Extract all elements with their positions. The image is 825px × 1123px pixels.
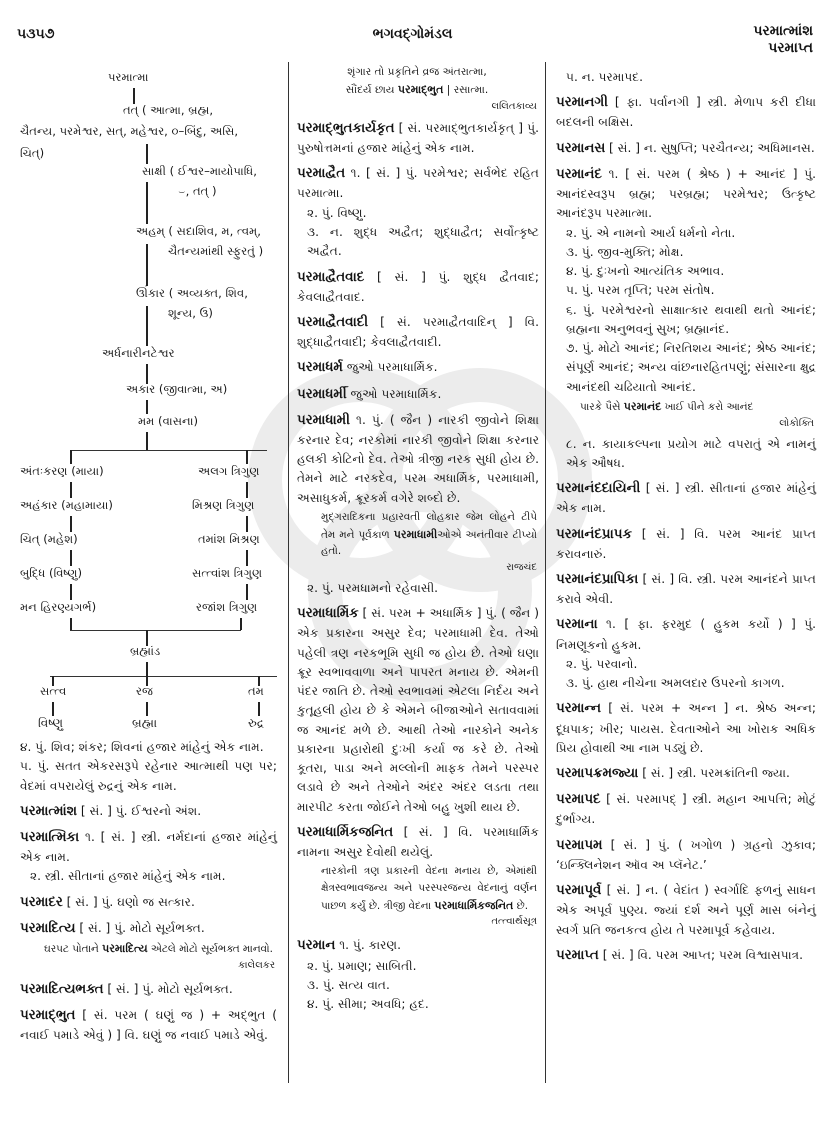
paramatma-tree-diagram [20,62,277,702]
headword: પરમાદિત્યભક્ત [20,981,104,997]
citation-source: લોકોક્તિ [779,417,814,429]
citation-source: રાજચંદ [506,561,537,573]
dictionary-entry [297,384,539,405]
definition: [ સં. ] પું. શુદ્ધ દ્વૈતવાદ; કેવલાદ્વૈતવાદ. [297,269,540,304]
guide-word-first: પરમાત્માંશ [753,23,813,39]
citation-quote: મુદ્ગરાદિકના પ્રહારવતી લોહકાર જેમ લોહને ટીપે તેમ મને પૂર્વકાળ પરમાધામીઓએ અનંતીવાર ટીપ્યો હતો. રાજચંદ [297,509,539,576]
headword: પરમાનગી [556,95,608,111]
tree-right-branch-5: રજાંશ ત્રિગુણ [196,600,258,614]
definition: [ સં. ] સ્ત્રી. સીતાનાં હજાર માંહેનું એક નામ. [556,481,817,516]
tree-guna-tam: તમ [248,684,264,698]
headword: પરમાદ્વૈત [297,166,346,182]
headword: પરમાધર્મી [297,386,347,402]
headword: પરમાત્મિકા [20,829,80,845]
book-title: ભગવદ્ગોમંડલ [372,26,453,42]
definition: ૧. [ સં. ] સ્ત્રી. નર્મદાનાં હજાર માંહેનું એક નામ. [20,829,278,865]
sense-continuation: ૫. ન. પરમાપદ. [566,70,643,84]
definition: [ સં. ] સ્ત્રી. પરમક્રાંતિની જ્યા. [642,766,790,781]
headword: પરમાન [297,938,336,954]
definition: [ સં. પરમાપદ્ ] સ્ત્રી. મહાન આપત્તિ; મોટું દુર્ભાગ્ય. [556,792,816,827]
headword: પરમાદ્ભુત [20,1007,76,1023]
dictionary-entry [297,312,539,352]
sense-line: ૨. સ્ત્રી. સીતાનાં હજાર માંહેનું એક નામ. [30,869,226,884]
definition: [ સં. ] વિ. પરમ આપ્ત; પરમ વિશ્વાસપાત્ર. [602,947,804,962]
headword: પરમાદ્વૈતવાદી [297,314,369,330]
tree-node-sakshi-cont: ⌣, તત્ ) [178,184,217,198]
headword: પરમાનંદપ્રાપિકા [556,572,639,588]
tree-node-sakshi: સાક્ષી ( ઈશ્વર–માયોપાધિ, [142,164,257,178]
guide-word-last: પરમાપ્ત [768,39,813,56]
headword: પરમાદિત્ય [20,920,76,936]
sense-line: ૩. પું. હાથ નીચેના અમલદાર ઉપરનો કાગળ. [566,676,785,691]
sense-line: ૫. પું. સતત એકરસરૂપે રહેનાર આત્માથી પણ પર; વેદમાં વપરાયેલું રુદ્રનું એક નામ. [20,759,277,793]
dictionary-entry [20,918,277,974]
tree-node-mam: મમ (વાસના) [138,414,199,428]
citation-quote: પારકે પૈસે પરમાનંદ ખાઈ પીને કરો આનંદ લોકોક્તિ [556,398,816,432]
sense-line: ૩. પું. સત્ય વાત. [307,977,390,992]
definition: [ સં. પરમ + અન્ન ] ન. શ્રેષ્ઠ અન્ન; દૂધપાક; ખીર; પાયસ. દેવતાઓને આ ખોરાક અધિક પ્રિય હોવાથી આ નામ પડ્યું છે. [556,701,817,755]
dictionary-entry [556,698,816,758]
definition: [ સં. ] વિ. પરમ આનંદ પ્રાપ્ત કરાવનારું. [556,526,816,561]
page-header [0,0,825,60]
dictionary-entry [20,892,277,913]
sense-line: ૮. ન. કાયાકલ્પના પ્રયોગ માટે વપરાતું એ નામનું એક ઔષધ. [566,436,816,470]
tree-node-ardhanarinateshwar: અર્ધનારીનટેશ્વર [102,346,175,360]
definition: [ સં. ] વિ. પરમાધાર્મિક નામના અસુર દેવોથી થયેલું. [297,825,539,860]
tree-left-branch-2: અહંકાર (મહામાયા) [20,498,113,512]
dictionary-entry [297,603,539,817]
definition: [ સં. ] વિ. સ્ત્રી. પરમ આનંદને પ્રાપ્ત કરાવે એવી. [556,572,817,607]
dictionary-entry [297,357,539,378]
tree-left-branch-1: અંતઃકરણ (માયા) [20,464,104,478]
tree-connector [146,244,148,286]
definition: ૧. પું. કારણ. [339,938,401,953]
tree-deity-brahma: બ્રહ્મા [132,716,158,730]
definition: ૧. [ ફા. ફરમુદ ( હુકમ કર્યો ) ] પું. નિમણૂકનો હુકમ. [556,617,816,652]
definition: ૧. [ સં. ] પું. પરમેશ્વર; સર્વભેદ રહિત પરમાત્મા. [297,166,540,201]
tree-branch-line [70,450,267,451]
citation-source: લલિતકાવ્ય [491,100,537,112]
tree-guna-sattva: સત્ત્વ [40,684,67,698]
tree-merge-line [70,630,241,631]
headword: પરમાપ્ત [556,947,599,963]
headword: પરમાધાર્મિકજનિત [297,825,394,841]
dictionary-entry [20,827,277,887]
definition: [ સં. ] ન. ( વેદાંત ) સ્વર્ગાદિ ફળનું સાધન એક અપૂર્વ પુણ્ય. જ્યાં દર્શ અને પૂર્ણ માસ બંનેનું સ્વર્ગ પ્રતિ જનકત્વ હોય તે પરમાપૂર્વ કહેવાય. [556,883,817,937]
guide-words [753,23,813,57]
tree-connector [146,306,148,346]
tree-node-tat-cont: ચૈતન્ય, પરમેશ્વર, સત્, મહેશ્વર, ૦–બિંદુ, અસિ, [20,124,239,138]
tree-left-branch-4: બુદ્ધિ (વિષ્ણુ) [20,566,82,580]
headword: પરમાધર્મ [297,360,343,376]
headword: પરમાનંદ [556,166,602,182]
tree-right-branch-1: અલગ ત્રિગુણ [198,464,260,478]
sense-line: ૩. પું. જીવ-મુક્તિ; મોક્ષ. [566,244,684,259]
dictionary-entry [297,822,539,930]
sense-line: ૪. પું. સીમા; અવધિ; હદ. [307,997,429,1012]
tree-node-tat-cont2: ચિત્) [20,146,45,160]
dictionary-entry [20,801,277,822]
dictionary-entry [297,267,539,307]
definition: [ ફા. પર્વાનગી ] સ્ત્રી. મેળાપ કરી દીધા બદલની બક્ષિસ. [556,95,817,130]
tree-connector [146,182,148,224]
tree-node-aham: અહમ્ ( સદાશિવ, મ, ત્વમ્, [136,224,261,238]
citation-source: કાલેલકર [238,959,275,971]
tree-connector [146,144,148,164]
citation-quote: નારકોની ત્રણ પ્રકારની વેદના મનાય છે, એમાંથી ક્ષેત્રસ્વભાવજન્ય અને પરસ્પરજન્ય વેદનાનું વર્ણન પાછળ કર્યું છે. ત્રીજી વેદના પરમાધાર્મિકજનિત છે. તત્ત્વાર્થસૂત્ર [297,863,539,930]
dictionary-entry [297,163,539,261]
definition: [ સં. ] પું. ઘણો જ સત્કાર. [66,894,195,909]
dictionary-entry [556,92,816,132]
tree-right-branch-2: મિશ્રણ ત્રિગુણ [192,498,255,512]
dictionary-entry [20,1005,277,1045]
tree-deity-vishnu: વિષ્ણુ [38,716,64,730]
page-number: ૫૩૫૭ [17,26,55,42]
sense-line: ૨. પું. પ્રમાણ; સાબિતી. [307,958,417,973]
tree-node-omkar-cont: શૂન્ય, ઉ) [168,306,213,320]
column-left [20,62,277,1113]
column-middle [288,62,546,1083]
sense-line: ૩. ન. શુદ્ધ અદ્વૈત; શુદ્ધાદ્વૈત; સર્વોત્કૃષ્ટ અદ્વૈત. [307,225,539,259]
dictionary-entry [297,410,539,598]
headword: પરમાનંદપ્રાપક [556,526,632,542]
sense-line: ૨. પું. પરવાનો. [566,656,638,671]
definition: [ સં. પરમાદ્ભુતકાર્યકૃત્ ] પું. પુરુષોત્તમનાં હજાર માંહેનું એક નામ. [297,120,539,156]
dictionary-entry [556,789,816,829]
sense-line: ૭. પું. મોટો આનંદ; નિરતિશય આનંદ; શ્રેષ્ઠ આનંદ; સંપૂર્ણ આનંદ; અન્ય વાંછનારહિતપણું; સંસારના ક્ષુદ્ર આનંદથી ચઢિયાતો આનંદ. [566,341,816,394]
tree-node-root: પરમાત્મા [108,70,149,84]
dictionary-entry [297,935,539,1014]
definition: [ સં. ] પું. ઈશ્વરનો અંશ. [80,803,202,818]
definition: [ સં. પરમ ( ઘણું જ ) + અદ્ભુત ( નવાઈ પમાડે એવું ) ] વિ. ઘણું જ નવાઈ પમાડે એવું. [20,1007,278,1042]
tree-right-branch-3: તમાંશ મિશ્રણ [198,532,260,546]
definition: જુઓ પરમાધાર્મિક. [346,360,438,375]
tree-connector [70,618,72,630]
dictionary-entry [556,569,816,609]
tree-deities-row [20,702,277,752]
sense-line: ૪. પું. દુઃખનો આત્યંતિક અભાવ. [566,264,725,279]
tree-left-branch-5: મન હિરણ્યગર્ભ) [20,600,97,614]
sense-line: ૨. પું. એ નામનો આર્ય ધર્મનો નેતા. [566,225,736,240]
tree-node-omkar: ઊંકાર ( અવ્યક્ત, શિવ, [136,286,248,300]
column-right [556,62,816,1113]
definition: [ સં. ] પું. મોટો સૂર્યભક્ત. [79,920,205,935]
definition: [ સં. ] પું. મોટો સૂર્યભક્ત. [107,981,233,996]
dictionary-entry [556,835,816,875]
tree-connector [240,618,242,630]
tree-deity-rudra: રુદ્ર [248,716,265,730]
tree-left-branch-3: ચિત્ (મહેશ) [20,532,78,546]
dictionary-entry [556,945,816,966]
tree-node-akar: અકાર (જીવાત્મા, અ) [126,382,228,396]
headword: પરમાપક્રમજ્યા [556,766,639,782]
tree-node-aham-cont: ચૈતન્યમાંથી સ્ફુરતું ) [168,244,264,258]
definition: ૧. [ સં. પરમ ( શ્રેષ્ઠ ) + આનંદ ] પું. આનંદસ્વરૂપ બ્રહ્મ; પરબ્રહ્મ; પરમેશ્વર; ઉત્કૃષ્ટ આનંદરૂપ પરમાત્મા. [556,166,816,221]
sense-line: ૨. પું. પરમધામનો રહેવાસી. [307,580,439,595]
definition: [ સં. પરમ + અધાર્મિક ] પું. ( જૈન ) એક પ્રકારના અસુર દેવ; પરમાધામી દેવ. તેઓ પહેલી ત્રણ નરકભૂમિ સુધી જ હોય છે. તેઓ ઘણા ક્રૂર સ્વભાવવાળા અને પાપરત મનાય છે. એમની પંદર જાતિ છે. તેઓ સ્વભાવમાં એટલા નિર્દય અને કુતૂહલી હોય છે કે એમને બીજાઓને સતાવવામાં જ આનંદ મળે છે. આથી તેઓ નારકોને અનેક પ્રકારના પ્રહારોથી દુઃખી કર્યા જ કરે છે. તેઓ કૂતરા, પાડા અને મલ્લોની માફક તેમને પરસ્પર લડાવે છે અને તેઓને અંદર અંદર લડતા તથા મારપીટ કરતા જોઈને તેઓ બહુ ખુશી થાય છે. [297,606,540,814]
headword: પરમાપદ [556,792,601,808]
tree-guna-raj: રજ [136,684,153,698]
headword: પરમાત્માંશ [20,803,78,819]
headword: પરમાપૂર્વ [556,883,602,899]
tree-connector [146,662,148,676]
dictionary-entry [556,478,816,518]
sense-line: ૪. પું. શિવ; શંકર; શિવનાં હજાર માંહેનું એક નામ. [20,740,264,754]
headword: પરમાદર [20,894,63,910]
sense-line: ૫. પું. પરમ તૃપ્તિ; પરમ સંતોષ. [566,283,715,298]
definition: [ સં. પરમાદ્વૈતવાદિન્ ] વિ. શુદ્ધાદ્વૈતવાદી; કેવલાદ્વૈતવાદી. [297,314,539,350]
sense-line: ૨. પું. વિષ્ણુ. [307,205,367,220]
tree-guna-line [50,676,277,677]
dictionary-entry [556,524,816,564]
dictionary-entry [556,763,816,784]
headword: પરમાધામી [297,412,350,428]
citation-source: તત્ત્વાર્થસૂત્ર [491,916,537,928]
dictionary-entry [297,118,539,158]
dictionary-entry [20,979,277,1000]
headword: પરમાધાર્મિક [297,606,359,622]
citation-quote: ઘરપટ પોતાને પરમાદિત્ય એટલે મોટો સૂર્યભક્ત માનવો. કાલેલકર [20,940,277,974]
headword: પરમાનસ [556,140,606,156]
headword: પરમાના [556,617,598,633]
definition: [ સં. ] પું. ( ખગોળ ) ગ્રહનો ઝુકાવ; ‘ઇન્ક્લિનેશન ઑવ અ પ્લૅનેટ.’ [556,837,817,872]
tree-right-branch-4: સત્ત્વાંશ ત્રિગુણ [192,566,263,580]
tree-node-tat: તત્ ( આત્મા, બ્રહ્મ, [123,103,214,117]
definition: ૧. પું. ( જૈન ) નારકી જીવોને શિક્ષા કરનાર દેવ; નરકોમાં નારકી જીવોને શિક્ષા કરનાર હલકી કોટિનો દેવ. તેઓ ત્રીજી નરક સુધી હોય છે. તેમને માટે નરકદેવ, પરમ અધાર્મિક, પરમાધામી, અસાધુકર્મ, ક્રૂરકર્મ વગેરે શબ્દો છે. [297,412,540,505]
headword: પરમાનંદદાયિની [556,481,641,497]
sense-line: ૬. પું. પરમેશ્વરનો સાક્ષાત્કાર થવાથી થતો આનંદ; બ્રહ્મના અનુભવનું સુખ; બ્રહ્માનંદ. [566,302,816,336]
definition: [ સં. ] ન. સુષુપ્તિ; પરચૈતન્ય; અધિમાનસ. [609,140,815,155]
tree-connector [146,432,148,450]
tree-node-brahmand: બ્રહ્માંડ [130,644,161,658]
dictionary-entry [556,164,816,473]
headword: પરમાદ્વૈતવાદ [297,269,365,285]
citation-quote: શૃંગાર તો પ્રકૃતિને વ્રજ અંતરાત્મા, સૌંદર્ય છાય પરમાદ્ભુત | રસાત્મા. લલિતકાવ્ય [297,64,539,115]
headword: પરમાદ્ભુતકાર્યકૃત [297,120,395,136]
dictionary-entry [556,614,816,693]
dictionary-entry [556,138,816,159]
headword: પરમાપમ [556,837,603,853]
headword: પરમાન્ન [556,701,602,717]
dictionary-entry [556,880,816,940]
definition: જુઓ પરમાધાર્મિક. [350,386,442,401]
